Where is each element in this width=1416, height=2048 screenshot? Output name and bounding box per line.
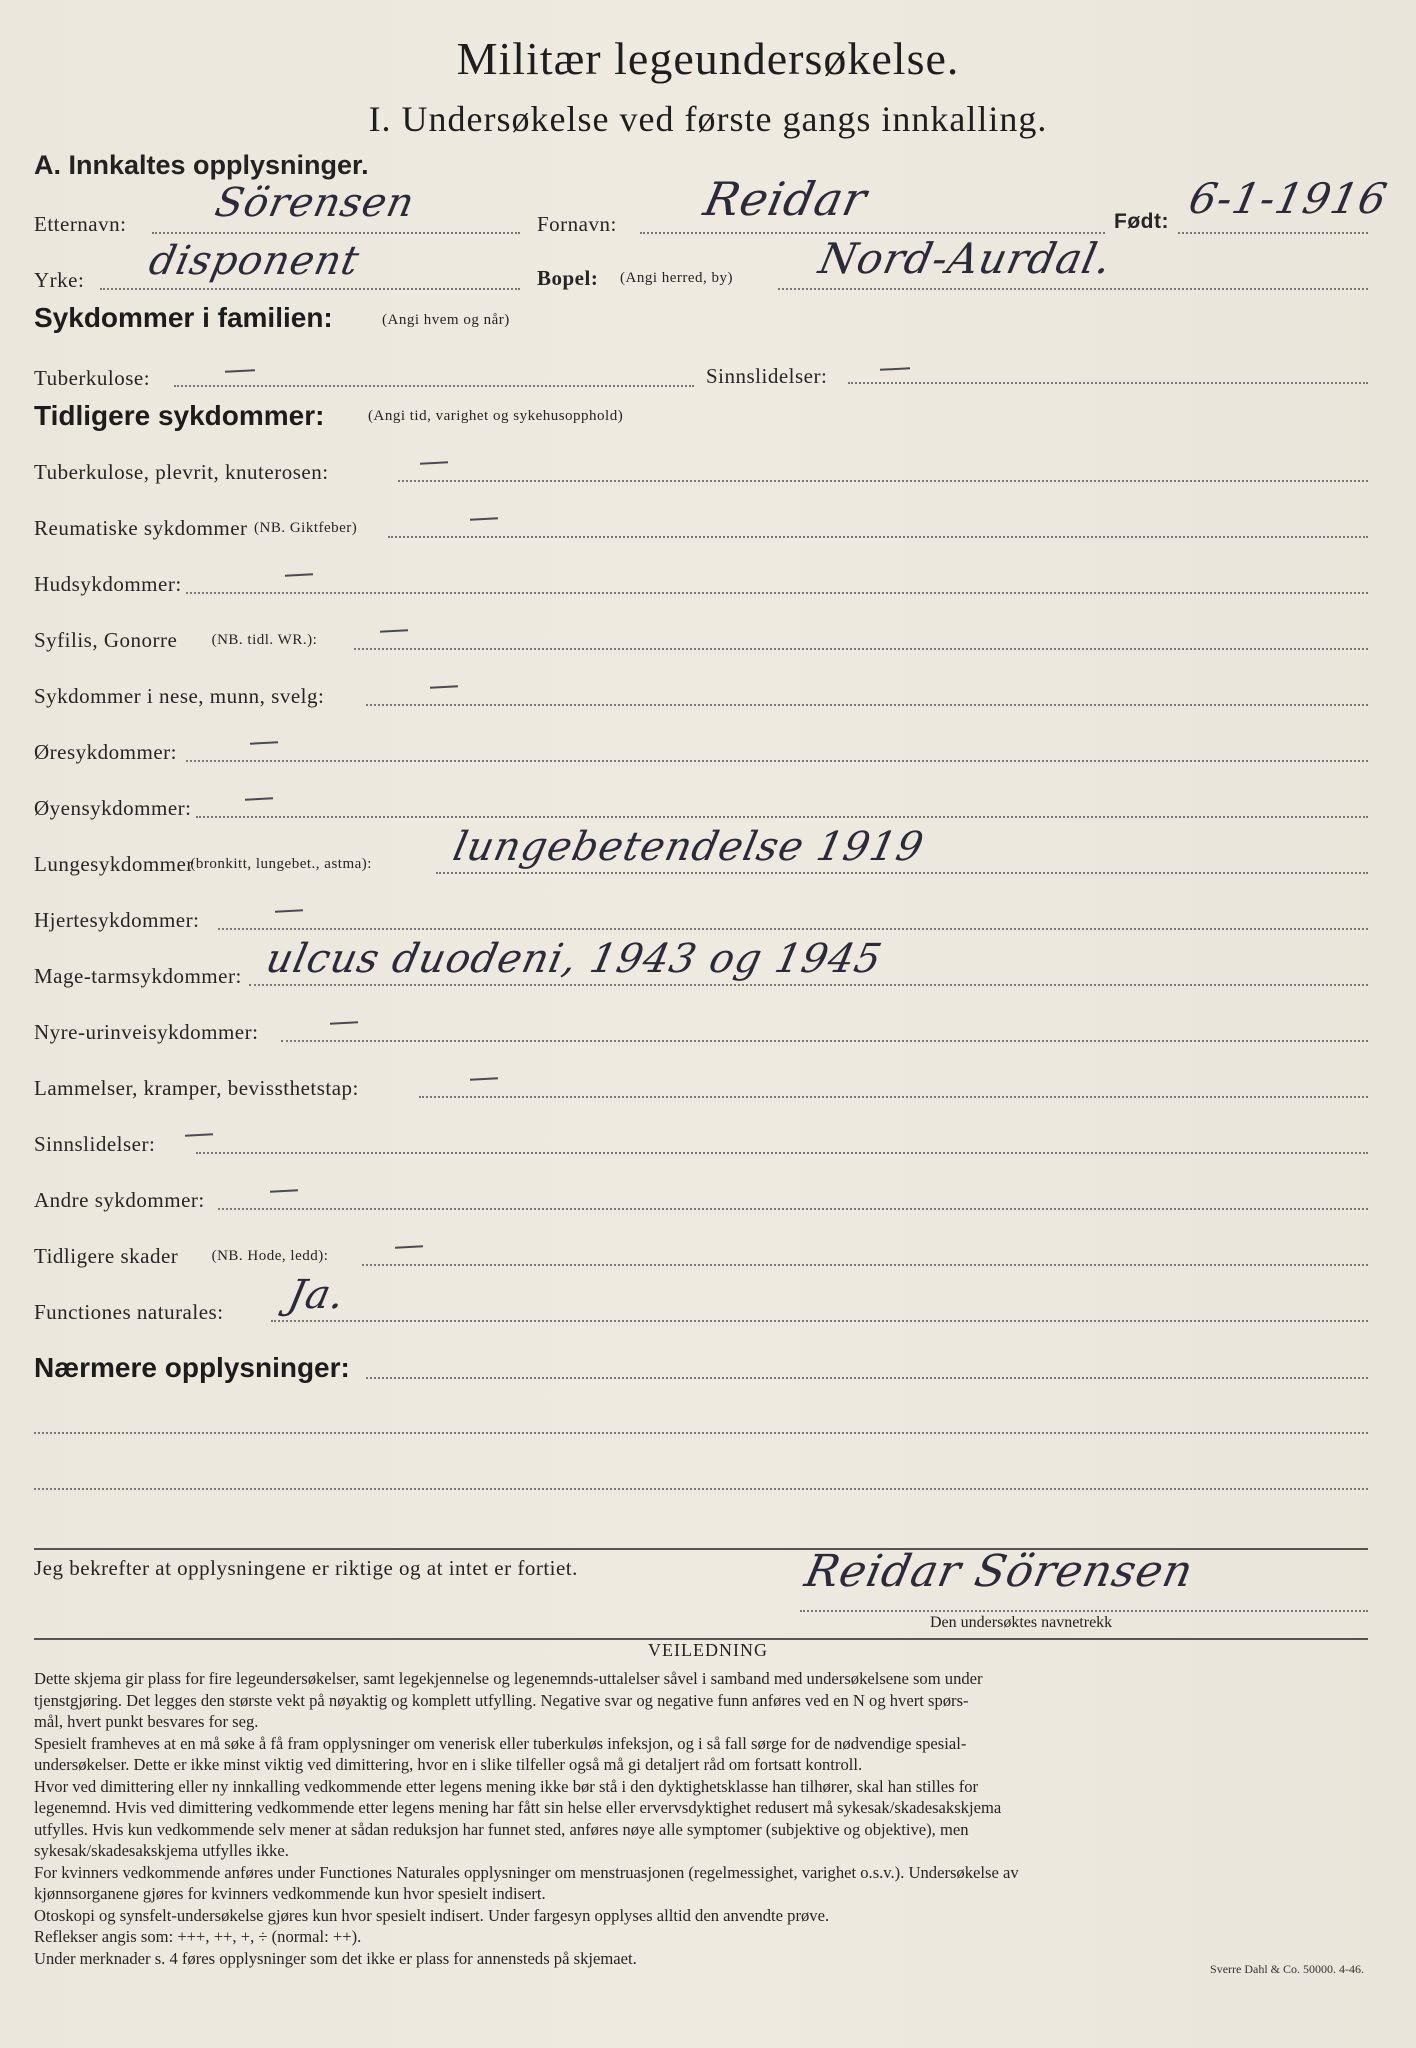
previous-row-note: (NB. tidl. WR.): <box>211 632 318 648</box>
page-subtitle: I. Undersøkelse ved første gangs innkalling. <box>368 99 1048 139</box>
previous-row-line <box>186 760 1368 762</box>
previous-row-label: Mage-tarmsykdommer: <box>34 964 242 988</box>
confirmation-text: Jeg bekrefter at opplysningene er riktige og at intet er fortiet. <box>34 1556 578 1580</box>
guidance-line: utfylles. Hvis kun vedkommende selv mener at sådan reduksjon har funnet sted, anføres nøye alle symptomer (subjektive og objektive), men <box>34 1819 969 1839</box>
guidance-line: Spesielt framheves at en må søke å få fram opplysninger om venerisk eller tuberkuløs infeksjon, og i så fall sørge for de nødvendige spesial- <box>34 1733 967 1753</box>
guidance-line: sykesak/skadesakskjema utfylles ikke. <box>34 1841 289 1860</box>
family-heading: Sykdommer i familien: <box>34 302 333 333</box>
guidance-line: undersøkelser. Dette er ikke minst viktig ved dimittering, hvor en i slike tilfeller også må gi detaljert råd om fortsatt kontroll. <box>34 1755 863 1774</box>
bopel-hint: (Angi herred, by) <box>620 270 734 286</box>
bopel-line <box>778 288 1368 290</box>
previous-row-line <box>388 536 1368 538</box>
previous-row-value[interactable]: Ja. <box>284 1272 350 1318</box>
previous-row-line <box>354 648 1368 650</box>
bopel-label: Bopel: <box>537 266 599 290</box>
family-tuberkulose-label: Tuberkulose: <box>34 366 151 390</box>
previous-row-line <box>218 1208 1368 1210</box>
previous-row-dash <box>250 741 278 744</box>
previous-row-dash <box>185 1133 213 1136</box>
guidance-line: kjønnsorganene gjøres for kvinners vedkommende kun hvor spesielt indisert. <box>34 1884 546 1903</box>
yrke-label: Yrke: <box>34 268 85 292</box>
previous-row-dash <box>330 1021 358 1024</box>
guidance-line: Dette skjema gir plass for fire legeundersøkelser, samt legekjennelse og legenemnds-uttalelser såvel i samband med undersøkelsene som under <box>34 1669 983 1688</box>
more-info-line-3 <box>34 1488 1368 1490</box>
previous-row-dash <box>420 461 448 464</box>
fodt-line <box>1178 232 1368 234</box>
printer-imprint: Sverre Dahl & Co. 50000. 4-46. <box>1210 1962 1364 1976</box>
previous-row-dash <box>470 1077 498 1080</box>
yrke-line <box>100 288 520 290</box>
guidance-line: Otoskopi og synsfelt-undersøkelse gjøres kun hvor spesielt indisert. Under fargesyn opplyses alltid den anvendte prøve. <box>34 1905 830 1925</box>
family-sinnslidelser-dash <box>880 367 910 371</box>
previous-row-label: Sykdommer i nese, munn, svelg: <box>34 684 325 708</box>
previous-row-label: Tidligere skader <box>34 1244 179 1268</box>
previous-row-line <box>196 816 1368 818</box>
family-tuberkulose-line <box>174 385 694 387</box>
guidance-text <box>34 1668 1364 1969</box>
previous-row-note: (NB. Giktfeber) <box>254 520 358 536</box>
previous-row-label: Hudsykdommer: <box>34 572 182 596</box>
previous-row-dash <box>430 685 458 688</box>
more-info-line-1 <box>366 1377 1368 1379</box>
previous-row-label: Hjertesykdommer: <box>34 908 200 932</box>
guidance-line: mål, hvert punkt besvares for seg. <box>34 1712 259 1731</box>
signature: Reidar Sörensen <box>800 1546 1199 1597</box>
fornavn-label: Fornavn: <box>537 212 617 236</box>
previous-row-label: Nyre-urinveisykdommer: <box>34 1020 259 1044</box>
previous-row-line <box>281 1040 1368 1042</box>
page-title: Militær legeundersøkelse. <box>456 33 960 84</box>
guidance-title: VEILEDNING <box>648 1640 768 1660</box>
previous-row-line <box>271 1320 1368 1322</box>
previous-row-label: Syfilis, Gonorre <box>34 628 178 652</box>
signature-caption: Den undersøktes navnetrekk <box>930 1614 1113 1631</box>
previous-row-label: Lammelser, kramper, bevissthetstap: <box>34 1076 359 1100</box>
family-tuberkulose-dash <box>225 369 255 373</box>
guidance-line: tjenstgjøring. Det legges den største vekt på nøyaktig og komplett utfylling. Negative svar og negative funn anføres ved en N og hvert spørs- <box>34 1690 969 1710</box>
family-sinnslidelser-line <box>848 382 1368 384</box>
fornavn-value[interactable]: Reidar <box>699 172 873 226</box>
previous-row-label: Øyensykdommer: <box>34 796 192 820</box>
fodt-value[interactable]: 6-1-1916 <box>1184 174 1392 223</box>
bopel-value[interactable]: Nord-Aurdal. <box>814 234 1117 283</box>
previous-row-value[interactable]: lungebetendelse 1919 <box>449 824 929 870</box>
previous-row-line <box>196 1152 1368 1154</box>
previous-row-dash <box>270 1189 298 1192</box>
fodt-label: Født: <box>1114 210 1169 233</box>
previous-row-line <box>249 984 1368 986</box>
yrke-value[interactable]: disponent <box>145 238 364 284</box>
previous-row-label: Øresykdommer: <box>34 740 177 764</box>
etternavn-line <box>152 232 520 234</box>
previous-row-label: Functiones naturales: <box>34 1300 224 1324</box>
previous-row-line <box>419 1096 1368 1098</box>
previous-heading: Tidligere sykdommer: <box>34 400 325 431</box>
guidance-line: Hvor ved dimittering eller ny innkalling vedkommende etter legens mening ikke bør stå i den dyktighetsklasse han tilhører, skal han stilles for <box>34 1776 979 1796</box>
guidance-line: Under merknader s. 4 føres opplysninger som det ikke er plass for annensteds på skjemaet. <box>34 1948 637 1968</box>
previous-row-line <box>362 1264 1368 1266</box>
previous-row-line <box>218 928 1368 930</box>
previous-row-dash <box>245 797 273 800</box>
previous-row-label: Reumatiske sykdommer <box>34 516 248 540</box>
previous-row-dash <box>285 573 313 576</box>
previous-row-line <box>366 704 1368 706</box>
previous-row-label: Sinnslidelser: <box>34 1132 156 1156</box>
previous-row-dash <box>395 1245 423 1248</box>
previous-row-dash <box>380 629 408 632</box>
guidance-line: legenemnd. Hvis ved dimittering vedkommende etter legens mening har fått sin helse eller ervervsdyktighet redusert må sykesak/skadesakskjema <box>34 1798 1002 1817</box>
previous-row-label: Lungesykdommer <box>34 852 194 876</box>
previous-row-line <box>186 592 1368 594</box>
more-info-line-2 <box>34 1432 1368 1434</box>
previous-row-note: (NB. Hode, ledd): <box>211 1248 329 1264</box>
signature-line <box>800 1610 1368 1612</box>
guidance-line: For kvinners vedkommende anføres under Functiones Naturales opplysninger om menstruasjonen (regelmessighet, varighet o.s.v.). Undersøkelse av <box>34 1862 1019 1882</box>
previous-row-value[interactable]: ulcus duodeni, 1943 og 1945 <box>262 936 887 982</box>
previous-hint: (Angi tid, varighet og sykehusopphold) <box>368 408 624 424</box>
previous-row-dash <box>470 517 498 520</box>
family-hint: (Angi hvem og når) <box>382 312 510 328</box>
previous-row-line <box>398 480 1368 482</box>
previous-row-label: Tuberkulose, plevrit, knuterosen: <box>34 460 329 484</box>
guidance-line: Reflekser angis som: +++, ++, +, ÷ (normal: ++). <box>34 1927 362 1946</box>
etternavn-value[interactable]: Sörensen <box>211 180 419 226</box>
etternavn-label: Etternavn: <box>34 212 127 236</box>
more-info-heading: Nærmere opplysninger: <box>34 1352 350 1383</box>
section-a-heading: A. Innkaltes opplysninger. <box>34 150 369 180</box>
previous-row-label: Andre sykdommer: <box>34 1188 205 1212</box>
previous-row-dash <box>275 909 303 912</box>
previous-row-line <box>436 872 1368 874</box>
previous-row-note: (bronkitt, lungebet., astma): <box>190 856 372 872</box>
family-sinnslidelser-label: Sinnslidelser: <box>706 364 828 388</box>
